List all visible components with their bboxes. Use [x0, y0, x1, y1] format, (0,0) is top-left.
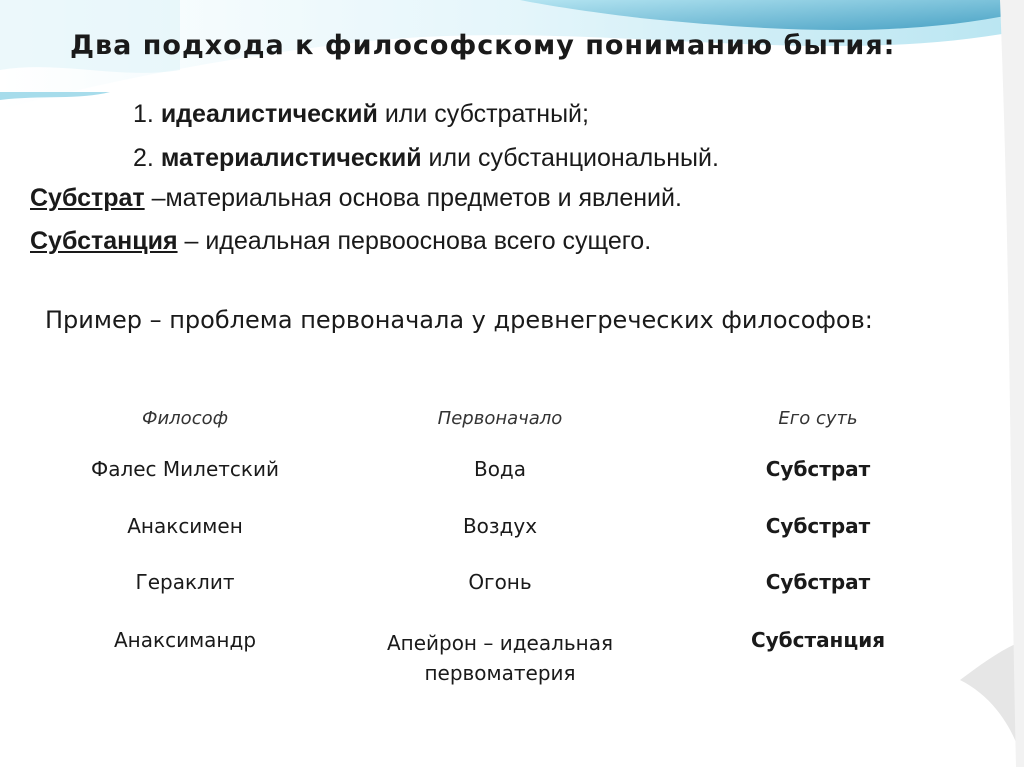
- table-cell-essence: Субстрат: [765, 570, 871, 594]
- definition-substrate-term: Субстрат: [30, 184, 145, 212]
- approach-2-term: материалистический: [160, 144, 422, 172]
- table-cell-philosopher: Фалес Милетский: [91, 457, 279, 481]
- table-cell-essence: Субстрат: [765, 514, 871, 538]
- table-cell-essence: Субстанция: [750, 628, 886, 652]
- slide-title: Два подхода к философскому пониманию бытия:: [70, 30, 896, 61]
- header-origin: Первоначало: [437, 408, 563, 429]
- definition-substance-term: Субстанция: [30, 227, 178, 255]
- definition-substrate-text: –материальная основа предметов и явлений.: [144, 184, 682, 212]
- approach-2-number: 2.: [133, 144, 154, 172]
- example-heading: Пример – проблема первоначала у древнегреческих философов:: [45, 306, 873, 334]
- table-cell-philosopher: Анаксимен: [127, 514, 243, 538]
- table-cell-origin: Апейрон – идеальная первоматерия: [386, 631, 614, 685]
- approach-1-text: или субстратный;: [377, 100, 589, 128]
- header-essence: Его суть: [778, 408, 858, 429]
- table-cell-essence: Субстрат: [765, 457, 871, 481]
- approach-2-text: или субстанциональный.: [421, 144, 719, 172]
- table-cell-philosopher: Анаксимандр: [113, 628, 257, 652]
- table-cell-origin: Огонь: [468, 570, 532, 594]
- table-cell-philosopher: Гераклит: [135, 570, 235, 594]
- table-cell-origin: Вода: [473, 457, 527, 481]
- header-philosopher: Философ: [141, 408, 228, 429]
- definition-substance-text: – идеальная первооснова всего сущего.: [177, 227, 652, 255]
- table-cell-origin: Воздух: [462, 514, 538, 538]
- approach-1-number: 1.: [133, 100, 154, 128]
- approach-1-term: идеалистический: [160, 100, 378, 128]
